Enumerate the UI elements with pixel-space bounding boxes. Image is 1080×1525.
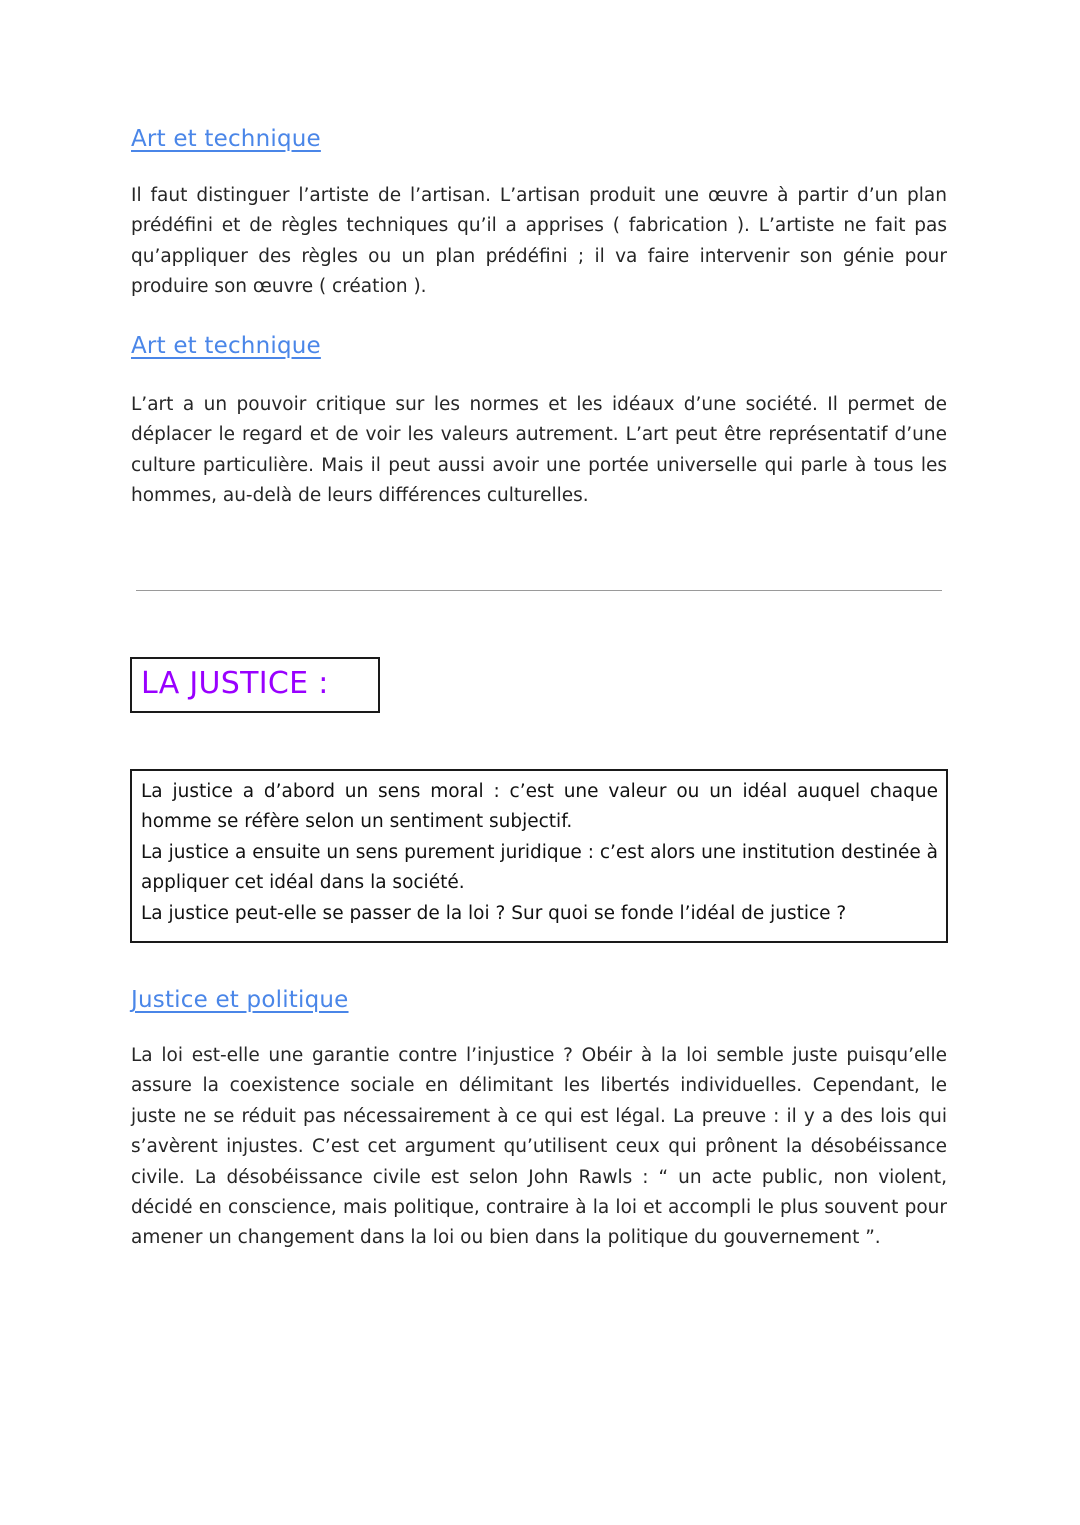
intro-sens-moral: La justice a d’abord un sens moral : c’est une valeur ou un idéal auquel chaque homme se réfère selon un sentiment subjectif. [141, 781, 938, 833]
paragraph-loi-injustice: La loi est-elle une garantie contre l’injustice ? Obéir à la loi semble juste puisqu’elle assure la coexistence sociale en délimitant les libertés individuelles. Cependant, le juste ne se réduit pas nécessairement à ce qui est légal. La preuve : il y a des lois qui s’avèrent injustes. C’est cet argument qu’utilisent ceux qui prônent la désobéissance civile. La désobéissance civile est selon John Rawls : “ un acte public, non violent, décidé en conscience, mais politique, contraire à la loi et accompli le plus souvent pour amener un changement dans la loi ou bien dans la politique du gouvernement ”. [131, 1045, 947, 1249]
chapter-title: LA JUSTICE : [141, 666, 329, 701]
section-heading-justice-politique[interactable]: Justice et politique [131, 987, 349, 1013]
chapter-title-box [130, 657, 380, 713]
intro-questions: La justice peut-elle se passer de la loi ? Sur quoi se fonde l’idéal de justice ? [141, 902, 847, 924]
horizontal-divider [136, 590, 942, 591]
paragraph-artiste-artisan: Il faut distinguer l’artiste de l’artisan. L’artisan produit une œuvre à partir d’un plan prédéfini et de règles techniques qu’il a apprises ( fabrication ). L’artiste ne fait pas qu’appliquer des règles ou un plan prédéfini ; il va faire intervenir son génie pour produire son œuvre ( création ). [131, 185, 947, 298]
section-heading-art-technique-1[interactable]: Art et technique [131, 126, 321, 152]
paragraph-pouvoir-critique: L’art a un pouvoir critique sur les normes et les idéaux d’une société. Il permet de déplacer le regard et de voir les valeurs autrement. L’art peut être représentatif d’une culture particulière. Mais il peut aussi avoir une portée universelle qui parle à tous les hommes, au-delà de leurs différences culturelles. [131, 394, 947, 507]
intro-sens-juridique: La justice a ensuite un sens purement juridique : c’est alors une institution destinée à appliquer cet idéal dans la société. [141, 841, 938, 894]
chapter-intro-box [130, 769, 948, 943]
section-heading-art-technique-2[interactable]: Art et technique [131, 333, 321, 359]
